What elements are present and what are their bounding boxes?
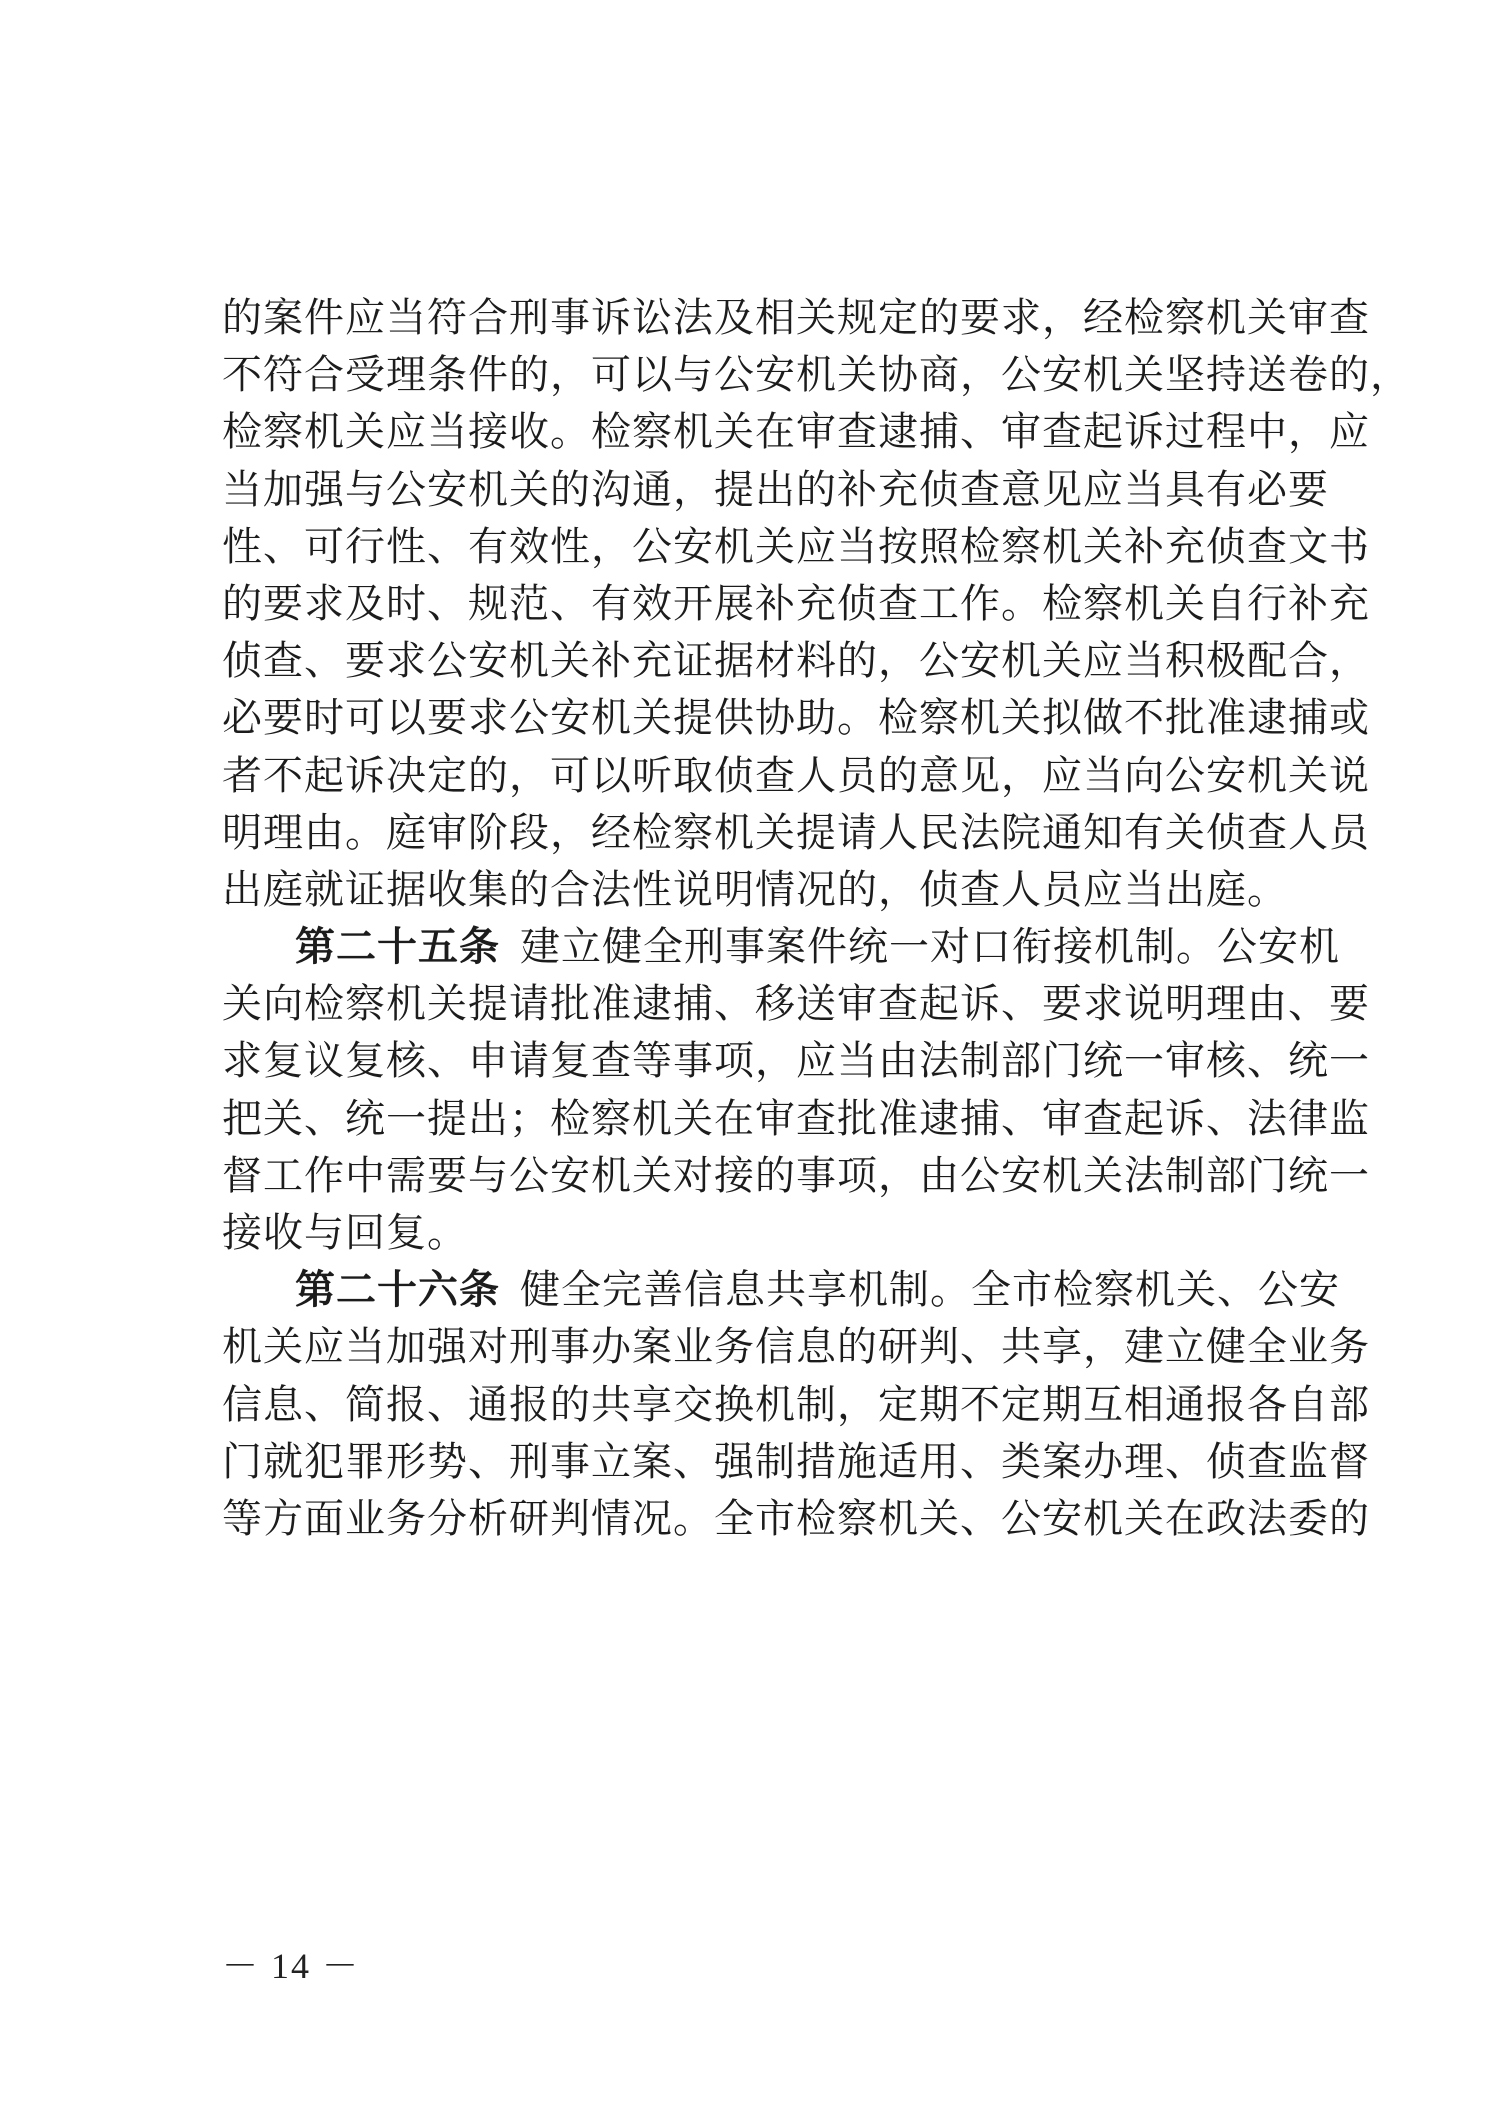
text-line: 门就犯罪形势、刑事立案、强制措施适用、类案办理、侦查监督 (222, 1438, 1370, 1485)
paragraph-continued (222, 290, 1411, 919)
text-line: 当加强与公安机关的沟通，提出的补充侦查意见应当具有必要 (222, 466, 1329, 513)
text-line: 把关、统一提出；检察机关在审查批准逮捕、审查起诉、法律监 (222, 1095, 1370, 1142)
text-line: 侦查、要求公安机关补充证据材料的，公安机关应当积极配合， (222, 638, 1370, 685)
text-line: 不符合受理条件的，可以与公安机关协商，公安机关坚持送卷的， (222, 352, 1411, 399)
text-line: 出庭就证据收集的合法性说明情况的，侦查人员应当出庭。 (222, 866, 1288, 913)
article-26 (222, 1262, 1370, 1548)
text-line: 检察机关应当接收。检察机关在审查逮捕、审查起诉过程中，应 (222, 409, 1370, 456)
text-line: 关向检察机关提请批准逮捕、移送审查起诉、要求说明理由、要 (222, 981, 1370, 1028)
text-line: 明理由。庭审阶段，经检察机关提请人民法院通知有关侦查人员 (222, 809, 1370, 856)
article-heading: 第二十五条 (295, 924, 500, 971)
body-text (222, 290, 1411, 1548)
page-number: － 14 － (222, 1946, 361, 1986)
text-line: 信息、简报、通报的共享交换机制，定期不定期互相通报各自部 (222, 1381, 1370, 1428)
article-heading: 第二十六条 (295, 1267, 500, 1314)
text-line: 性、可行性、有效性，公安机关应当按照检察机关补充侦查文书 (222, 523, 1370, 570)
text-line: 求复议复核、申请复查等事项，应当由法制部门统一审核、统一 (222, 1038, 1370, 1085)
text-line: 接收与回复。 (222, 1210, 468, 1256)
article-25 (222, 919, 1370, 1262)
text-line: 的案件应当符合刑事诉讼法及相关规定的要求，经检察机关审查 (222, 295, 1370, 341)
text-line: 机关应当加强对刑事办案业务信息的研判、共享，建立健全业务 (222, 1324, 1370, 1371)
text-line: 的要求及时、规范、有效开展补充侦查工作。检察机关自行补充 (222, 580, 1370, 627)
article-lead-text: 健全完善信息共享机制。全市检察机关、公安 (520, 1267, 1340, 1314)
article-lead-text: 建立健全刑事案件统一对口衔接机制。公安机 (520, 924, 1340, 971)
article-first-line (222, 1262, 1340, 1319)
text-line: 必要时可以要求公安机关提供协助。检察机关拟做不批准逮捕或 (222, 695, 1370, 742)
article-first-line (222, 919, 1340, 976)
text-line: 等方面业务分析研判情况。全市检察机关、公安机关在政法委的 (222, 1495, 1370, 1542)
text-line: 者不起诉决定的，可以听取侦查人员的意见，应当向公安机关说 (222, 752, 1370, 799)
text-line: 督工作中需要与公安机关对接的事项，由公安机关法制部门统一 (222, 1152, 1370, 1199)
